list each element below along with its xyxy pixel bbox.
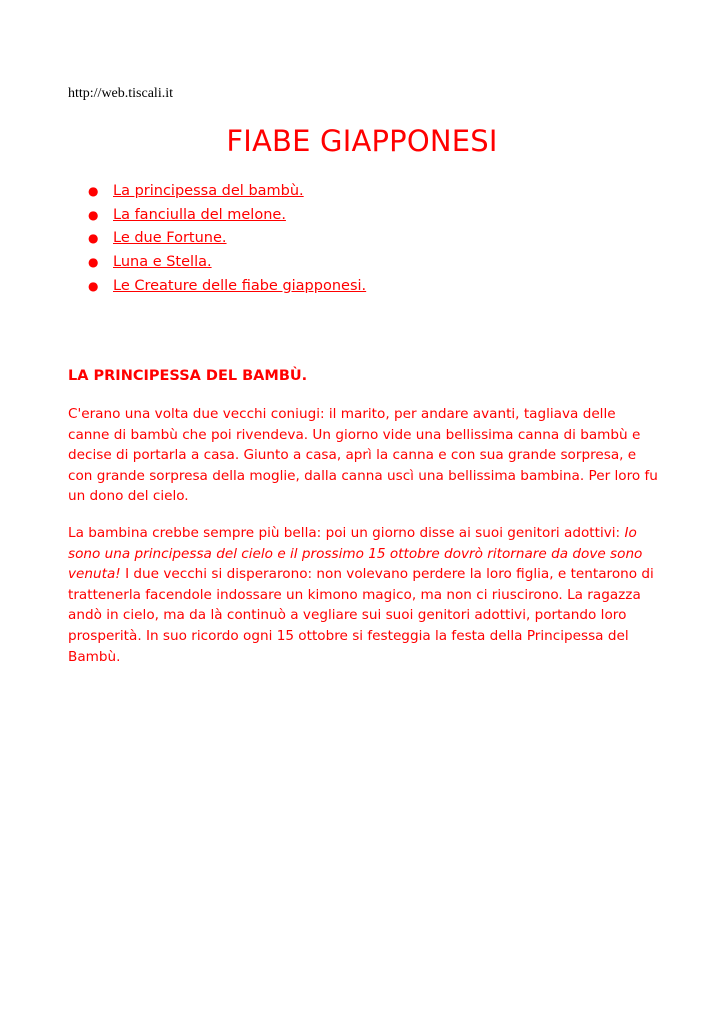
toc-link-creature[interactable]: Le Creature delle fiabe giapponesi. <box>113 277 367 294</box>
page-title: FIABE GIAPPONESI <box>226 124 498 158</box>
toc-item <box>88 204 366 228</box>
table-of-contents <box>88 180 366 298</box>
bullet-icon: ● <box>88 207 99 222</box>
story-paragraph-2 <box>68 523 658 667</box>
paragraph-2-start: La bambina crebbe sempre più bella: poi un giorno disse ai suoi genitori adottivi: <box>68 525 625 541</box>
toc-item <box>88 275 366 299</box>
toc-item <box>88 180 366 204</box>
bullet-icon: ● <box>88 278 99 293</box>
princess-quote: Io sono una principessa del cielo e il prossimo 15 ottobre dovrò ritornare da dove sono venuta! <box>68 525 643 583</box>
story-paragraph-1: C'erano una volta due vecchi coniugi: il marito, per andare avanti, tagliava delle canne di bambù che poi rivendeva. Un giorno vide una bellissima canna di bambù e decise di portarla a casa. Giunto a casa, aprì la canna e con sua grande sorpresa, e con grande sorpresa della moglie, dalla canna uscì una bellissima bambina. Per loro fu un dono del cielo. <box>68 406 658 505</box>
source-url: http://web.tiscali.it <box>68 86 173 101</box>
toc-link-fanciulla[interactable]: La fanciulla del melone. <box>113 206 286 223</box>
toc-link-due-fortune[interactable]: Le due Fortune. <box>113 230 227 247</box>
toc-item <box>88 251 366 275</box>
toc-link-luna-stella[interactable]: Luna e Stella. <box>113 254 212 271</box>
bullet-icon: ● <box>88 184 99 198</box>
paragraph-2-end: I due vecchi si disperarono: non volevano perdere la loro figlia, e tentarono di trattenerla facendole indossare un kimono magico, ma non ci riuscirono. La ragazza andò in cielo, ma da là continuò a vegliare sui suoi genitori adottivi, portando loro prosperità. In suo ricordo ogni 15 ottobre si festeggia la festa della Principessa del Bambù. <box>68 566 654 665</box>
section-heading: LA PRINCIPESSA DEL BAMBÙ. <box>68 368 308 384</box>
toc-link-principessa[interactable]: La principessa del bambù. <box>113 183 304 199</box>
toc-item <box>88 227 366 251</box>
bullet-icon: ● <box>88 255 99 270</box>
bullet-icon: ● <box>88 231 99 246</box>
